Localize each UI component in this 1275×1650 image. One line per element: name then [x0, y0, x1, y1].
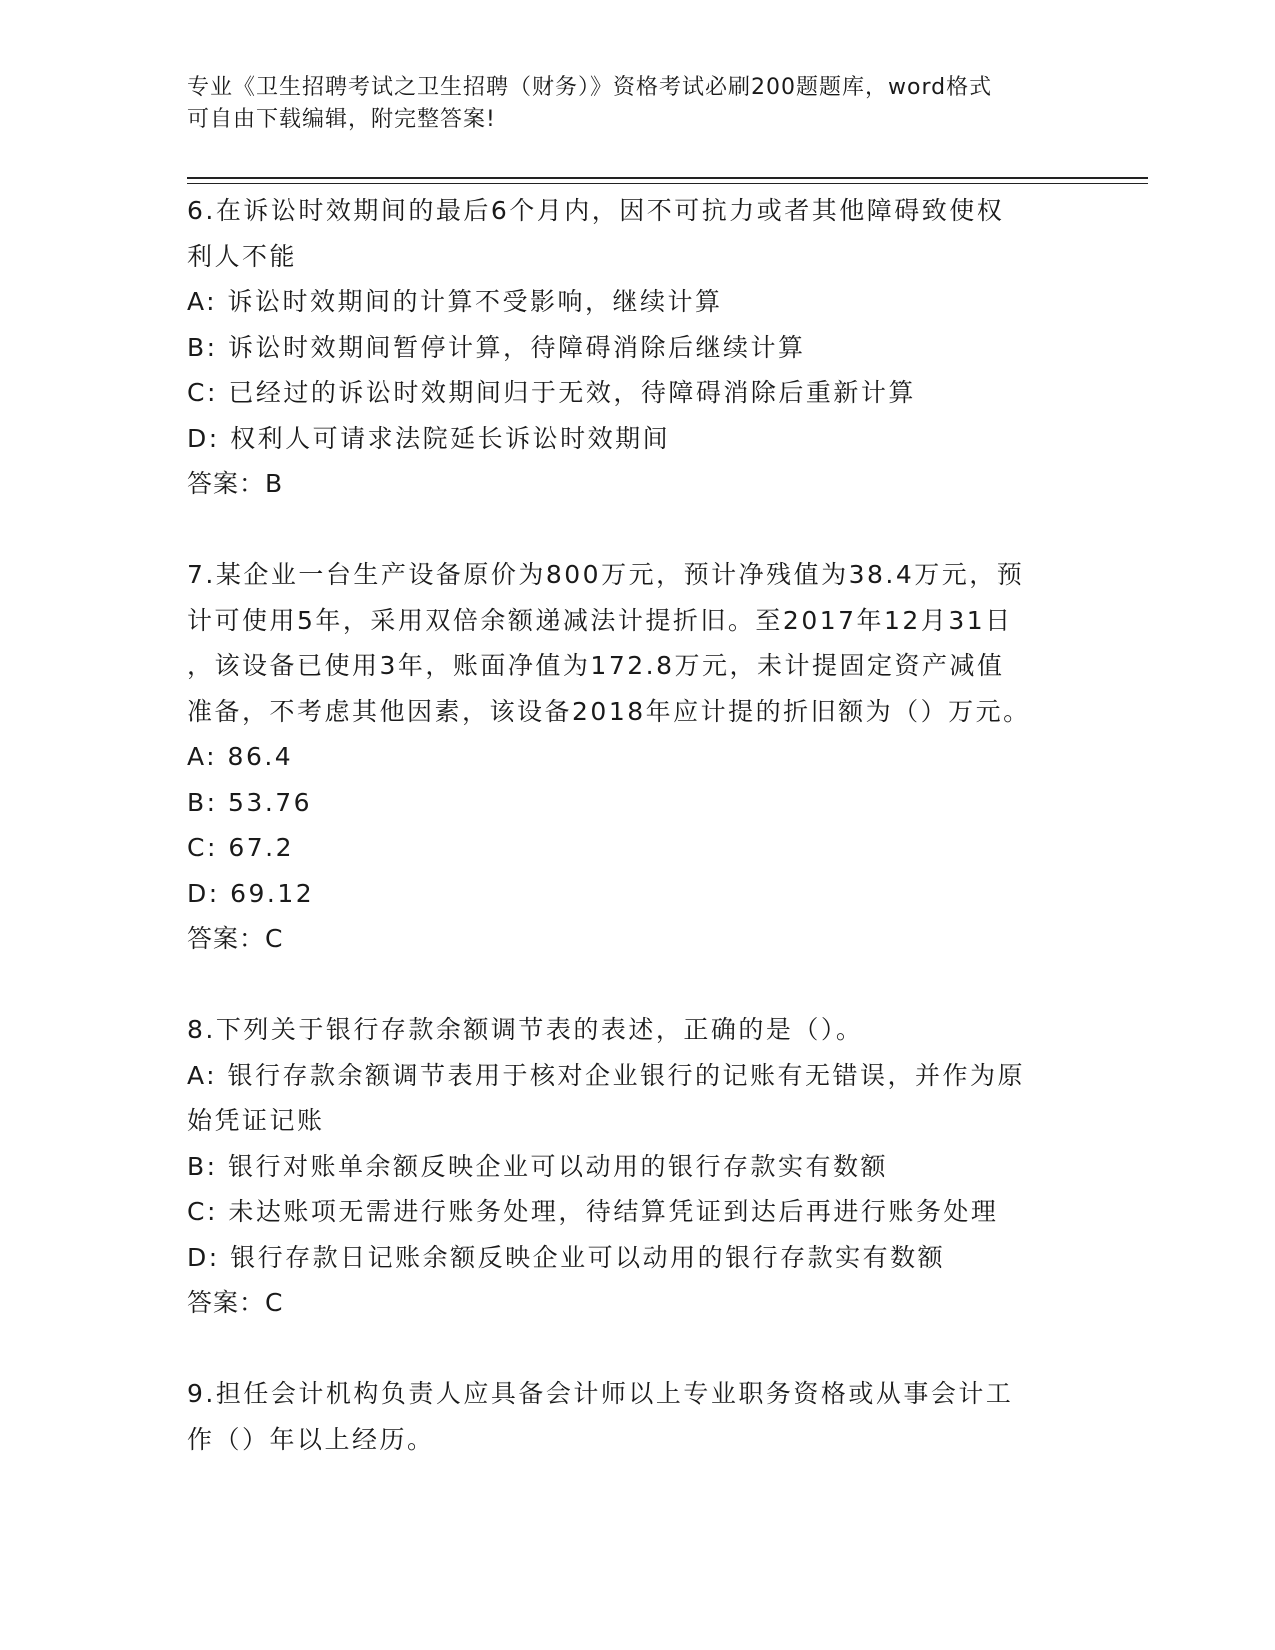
option-b: B: 银行对账单余额反映企业可以动用的银行存款实有数额 [187, 1151, 889, 1181]
option-c: C: 未达账项无需进行账务处理，待结算凭证到达后再进行账务处理 [187, 1197, 999, 1226]
answer-label: 答案：C [187, 1288, 284, 1317]
option-d: D: 银行存款日记账余额反映企业可以动用的银行存款实有数额 [187, 1242, 946, 1272]
option-b: B: 53.76 [187, 787, 313, 817]
header-line-1: 专业《卫生招聘考试之卫生招聘（财务）》资格考试必刷200题题库，word格式 [187, 75, 993, 100]
question-text-line: 8.下列关于银行存款余额调节表的表述，正确的是（）。 [187, 1015, 864, 1044]
header-divider-thin [187, 183, 1148, 184]
answer-label: 答案：C [187, 924, 284, 953]
option-c: C: 67.2 [187, 833, 294, 862]
header-line-2: 可自由下载编辑，附完整答案! [187, 107, 496, 132]
option-a: A: 诉讼时效期间的计算不受影响，继续计算 [187, 287, 723, 316]
option-b: B: 诉讼时效期间暂停计算，待障碍消除后继续计算 [187, 332, 806, 362]
question-text-line: ，该设备已使用3年，账面净值为172.8万元，未计提固定资产减值 [187, 651, 1005, 680]
question-text-line: 7.某企业一台生产设备原价为800万元，预计净残值为38.4万元，预 [187, 560, 1025, 589]
option-a-continued: 始凭证记账 [187, 1106, 325, 1135]
option-d: D: 69.12 [187, 878, 315, 908]
question-list [187, 188, 1087, 1462]
question-text-line: 9.担任会计机构负责人应具备会计师以上专业职务资格或从事会计工 [187, 1379, 1014, 1408]
header-divider-thick [187, 177, 1148, 179]
document-header [187, 72, 1087, 136]
option-a: A: 银行存款余额调节表用于核对企业银行的记账有无错误，并作为原 [187, 1060, 1026, 1090]
option-d: D: 权利人可请求法院延长诉讼时效期间 [187, 423, 671, 453]
question-text-line: 利人不能 [187, 241, 298, 271]
option-a: A: 86.4 [187, 742, 294, 771]
question-7 [187, 552, 1087, 962]
question-text-line: 计可使用5年，采用双倍余额递减法计提折旧。至2017年12月31日 [187, 605, 1013, 635]
option-c: C: 已经过的诉讼时效期间归于无效，待障碍消除后重新计算 [187, 378, 916, 407]
question-text-line: 6.在诉讼时效期间的最后6个月内，因不可抗力或者其他障碍致使权 [187, 196, 1005, 225]
question-8 [187, 1007, 1087, 1326]
question-gap [187, 962, 1087, 1008]
answer-label: 答案：B [187, 469, 284, 498]
question-gap [187, 1326, 1087, 1372]
question-6 [187, 188, 1087, 507]
question-9 [187, 1371, 1087, 1462]
question-text-line: 准备，不考虑其他因素，该设备2018年应计提的折旧额为（）万元。 [187, 696, 1031, 726]
question-gap [187, 507, 1087, 553]
question-text-line: 作（）年以上经历。 [187, 1424, 435, 1454]
